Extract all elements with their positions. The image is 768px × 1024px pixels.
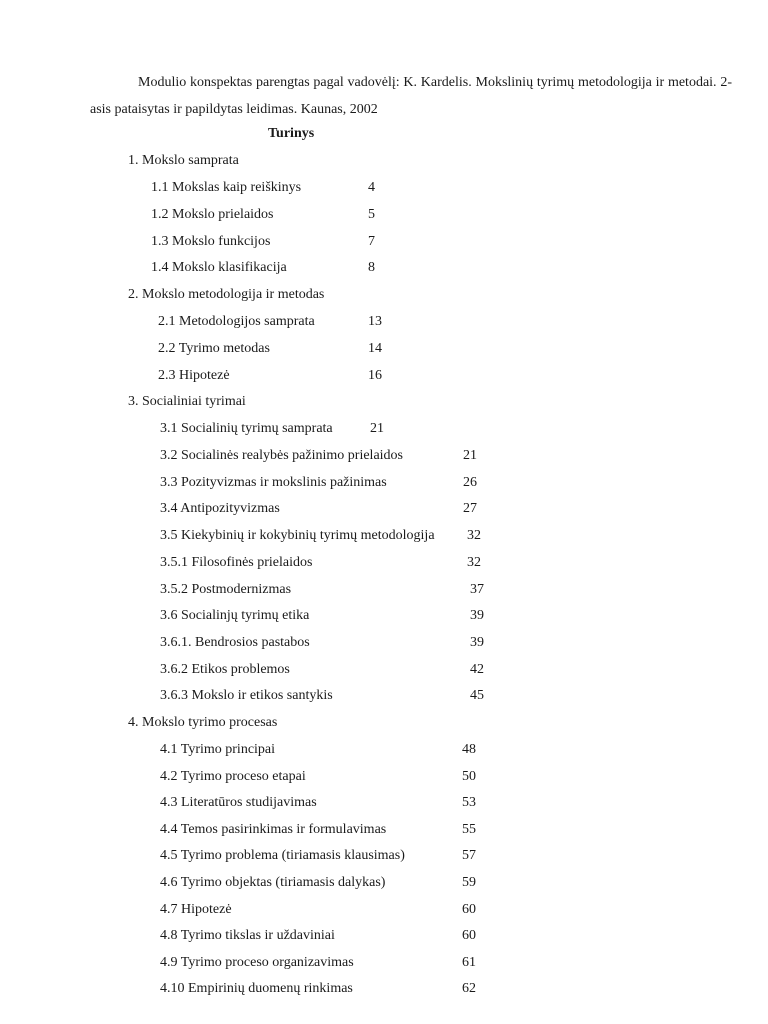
toc-entry: 3.2 Socialinės realybės pažinimo prielaidos xyxy=(160,448,403,463)
toc-page-number: 59 xyxy=(462,875,476,890)
toc-entry: 3.6 Socialinjų tyrimų etika xyxy=(160,608,310,623)
toc-page-number: 55 xyxy=(462,822,476,837)
toc-page-number: 8 xyxy=(368,260,375,275)
toc-page-number: 48 xyxy=(462,742,476,757)
toc-page-number: 26 xyxy=(463,475,477,490)
toc-entry: 3.5.1 Filosofinės prielaidos xyxy=(160,555,313,570)
toc-page-number: 21 xyxy=(463,448,477,463)
toc-section: 3. Socialiniai tyrimai xyxy=(128,394,246,409)
toc-entry: 4.5 Tyrimo problema (tiriamasis klausimas) xyxy=(160,848,405,863)
toc-page-number: 14 xyxy=(368,341,382,356)
toc-entry: 4.8 Tyrimo tikslas ir uždaviniai xyxy=(160,928,335,943)
toc-title: Turinys xyxy=(268,126,315,141)
toc-section: 1. Mokslo samprata xyxy=(128,153,239,168)
toc-page-number: 5 xyxy=(368,207,375,222)
toc-entry: 1.4 Mokslo klasifikacija xyxy=(151,260,287,275)
toc-page-number: 45 xyxy=(470,688,484,703)
toc-page-number: 32 xyxy=(467,555,481,570)
toc-page-number: 7 xyxy=(368,234,375,249)
toc-entry: 4.10 Empirinių duomenų rinkimas xyxy=(160,981,353,996)
toc-entry: 4.1 Tyrimo principai xyxy=(160,742,276,757)
toc-page-number: 60 xyxy=(462,902,476,917)
toc-entry: 4.6 Tyrimo objektas (tiriamasis dalykas) xyxy=(160,875,386,890)
toc-page-number: 42 xyxy=(470,662,484,677)
toc-entry: 4.7 Hipotezė xyxy=(160,902,232,917)
toc-page-number: 50 xyxy=(462,769,476,784)
toc-entry: 1.2 Mokslo prielaidos xyxy=(151,207,274,222)
toc-entry: 4.4 Temos pasirinkimas ir formulavimas xyxy=(160,822,387,837)
toc-page-number: 60 xyxy=(462,928,476,943)
toc-page-number: 16 xyxy=(368,368,382,383)
toc-page-number: 62 xyxy=(462,981,476,996)
toc-entry: 4.9 Tyrimo proceso organizavimas xyxy=(160,955,354,970)
toc-entry: 2.2 Tyrimo metodas xyxy=(158,341,270,356)
toc-entry: 1.1 Mokslas kaip reiškinys xyxy=(151,180,302,195)
intro-paragraph: Modulio konspektas parengtas pagal vadovėlį: K. Kardelis. Mokslinių tyrimų metodologija ir metodai. 2-asis pataisytas ir papildytas leidimas. Kaunas, 2002 xyxy=(90,75,732,117)
toc-page-number: 13 xyxy=(368,314,382,329)
toc-page-number: 39 xyxy=(470,608,484,623)
toc-page-number: 39 xyxy=(470,635,484,650)
toc-entry: 3.6.3 Mokslo ir etikos santykis xyxy=(160,688,333,703)
toc-page-number: 53 xyxy=(462,795,476,810)
toc-entry: 3.5 Kiekybinių ir kokybinių tyrimų metodologija xyxy=(160,528,435,543)
toc-entry: 4.3 Literatūros studijavimas xyxy=(160,795,317,810)
toc-page-number: 4 xyxy=(368,180,375,195)
toc-entry: 3.6.2 Etikos problemos xyxy=(160,662,290,677)
toc-section: 4. Mokslo tyrimo procesas xyxy=(128,715,278,730)
toc-page-number: 27 xyxy=(463,501,477,516)
toc-entry: 3.4 Antipozityvizmas xyxy=(160,501,280,516)
toc-entry: 3.6.1. Bendrosios pastabos xyxy=(160,635,310,650)
toc-page-number: 21 xyxy=(370,421,384,436)
toc-entry: 4.2 Tyrimo proceso etapai xyxy=(160,769,306,784)
toc-page-number: 61 xyxy=(462,955,476,970)
toc-entry: 3.3 Pozityvizmas ir mokslinis pažinimas xyxy=(160,475,387,490)
toc-entry: 3.5.2 Postmodernizmas xyxy=(160,582,292,597)
toc-page-number: 32 xyxy=(467,528,481,543)
toc-entry: 2.3 Hipotezė xyxy=(158,368,230,383)
toc-page-number: 37 xyxy=(470,582,484,597)
toc-entry: 3.1 Socialinių tyrimų samprata xyxy=(160,421,333,436)
toc-page-number: 57 xyxy=(462,848,476,863)
toc-entry: 1.3 Mokslo funkcijos xyxy=(151,234,271,249)
toc-entry: 2.1 Metodologijos samprata xyxy=(158,314,315,329)
toc-section: 2. Mokslo metodologija ir metodas xyxy=(128,287,325,302)
